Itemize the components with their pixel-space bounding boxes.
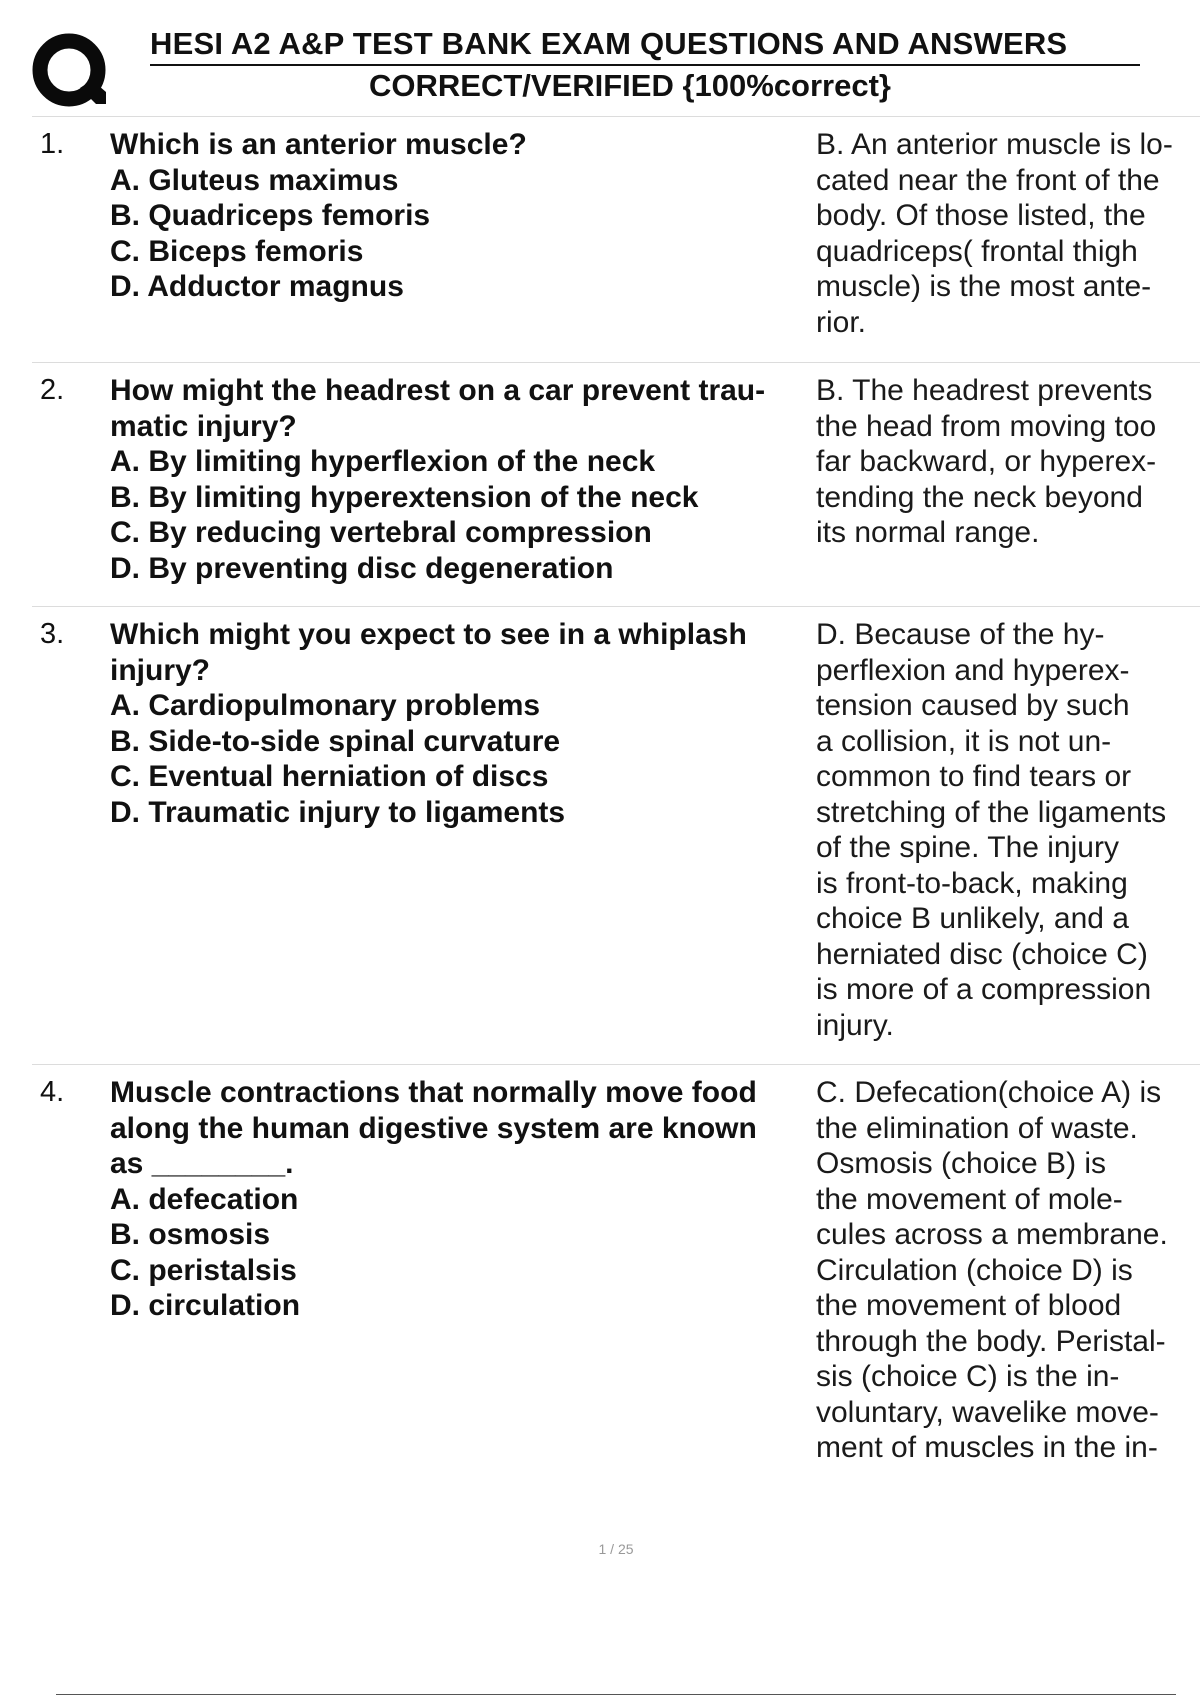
answer-line: cated near the front of the <box>816 163 1160 197</box>
question-block <box>110 617 840 830</box>
option-c: C. Biceps femoris <box>110 234 364 268</box>
option-b: B. By limiting hyperextension of the neck <box>110 480 699 514</box>
option-d: D. By preventing disc degeneration <box>110 551 614 585</box>
answer-line: rior. <box>816 305 867 339</box>
option-a: A. Cardiopulmonary problems <box>110 689 541 722</box>
question-block <box>110 1075 840 1324</box>
page-bottom-divider <box>56 1694 1176 1695</box>
answer-line: is front-to-back, making <box>816 866 1128 900</box>
option-a: A. defecation <box>110 1182 299 1216</box>
answer-line: quadriceps( frontal thigh <box>816 234 1138 268</box>
answer-line: herniated disc (choice C) <box>816 937 1148 971</box>
answer-explanation <box>816 373 1200 551</box>
question-stem: How might the headrest on a car prevent trau- <box>110 374 766 407</box>
answer-line: muscle) is the most ante- <box>816 270 1152 303</box>
answer-line: through the body. Peristal- <box>816 1324 1166 1358</box>
answer-line: cules across a membrane. <box>816 1218 1168 1251</box>
option-c: C. By reducing vertebral compression <box>110 516 652 549</box>
answer-line: injury. <box>816 1008 894 1042</box>
answer-line: common to find tears or <box>816 760 1132 793</box>
answer-line: its normal range. <box>816 516 1040 549</box>
qa-item <box>32 1064 1200 1484</box>
document-title: HESI A2 A&P TEST BANK EXAM QUESTIONS AND ANSWERS <box>150 26 1140 66</box>
document-subtitle: CORRECT/VERIFIED {100%correct} <box>369 68 891 103</box>
question-stem: along the human digestive system are known <box>110 1111 757 1145</box>
page-indicator: 1 / 25 <box>598 1541 634 1557</box>
answer-line: tending the neck beyond <box>816 480 1143 514</box>
question-number: 1. <box>40 128 65 160</box>
option-b: B. Side-to-side spinal curvature <box>110 724 561 758</box>
answer-line: ment of muscles in the in- <box>816 1431 1158 1464</box>
answer-line: Osmosis (choice B) is <box>816 1147 1107 1180</box>
answer-explanation <box>816 617 1200 1043</box>
answer-line: the movement of blood <box>816 1289 1122 1322</box>
option-b: B. Quadriceps femoris <box>110 199 431 232</box>
answer-line: stretching of the ligaments <box>816 795 1167 829</box>
option-b: B. osmosis <box>110 1218 271 1251</box>
answer-line: is more of a compression <box>816 973 1152 1006</box>
answer-line: tension caused by such <box>816 689 1130 722</box>
option-c: C. Eventual herniation of discs <box>110 760 549 793</box>
question-stem: Which might you expect to see in a whiplash <box>110 618 747 651</box>
option-d: D. Traumatic injury to ligaments <box>110 795 566 829</box>
answer-line: Circulation (choice D) is <box>816 1253 1133 1287</box>
question-number: 4. <box>40 1076 65 1108</box>
question-stem: as ________. <box>110 1147 294 1180</box>
answer-line: voluntary, wavelike move- <box>816 1395 1159 1429</box>
question-number: 2. <box>40 374 65 406</box>
question-stem: Which is an anterior muscle? <box>110 128 527 161</box>
answer-line: the elimination of waste. <box>816 1111 1138 1145</box>
qa-item <box>32 606 1200 1064</box>
answer-line: far backward, or hyperex- <box>816 445 1157 478</box>
answer-explanation <box>816 127 1200 340</box>
answer-line: B. The headrest prevents <box>816 374 1153 407</box>
answer-line: of the spine. The injury <box>816 831 1119 864</box>
answer-line: the head from moving too <box>816 409 1157 443</box>
question-stem: Muscle contractions that normally move food <box>110 1076 757 1109</box>
question-block <box>110 373 840 586</box>
question-stem: matic injury? <box>110 409 297 443</box>
qa-item <box>32 116 1200 362</box>
answer-line: B. An anterior muscle is lo- <box>816 128 1173 161</box>
answer-line: C. Defecation(choice A) is <box>816 1076 1162 1109</box>
qa-list <box>32 116 1200 1484</box>
answer-line: body. Of those listed, the <box>816 199 1146 232</box>
question-stem: injury? <box>110 653 211 687</box>
question-block <box>110 127 840 305</box>
answer-line: D. Because of the hy- <box>816 618 1105 651</box>
option-a: A. Gluteus maximus <box>110 163 399 197</box>
option-c: C. peristalsis <box>110 1253 297 1287</box>
question-number: 3. <box>40 618 65 650</box>
answer-line: choice B unlikely, and a <box>816 902 1129 935</box>
answer-line: sis (choice C) is the in- <box>816 1360 1120 1393</box>
answer-explanation <box>816 1075 1200 1466</box>
qa-item <box>32 362 1200 606</box>
option-d: D. Adductor magnus <box>110 270 404 303</box>
option-d: D. circulation <box>110 1289 301 1322</box>
answer-line: the movement of mole- <box>816 1182 1123 1216</box>
answer-line: perflexion and hyperex- <box>816 653 1130 687</box>
answer-line: a collision, it is not un- <box>816 724 1112 758</box>
option-a: A. By limiting hyperflexion of the neck <box>110 445 656 478</box>
